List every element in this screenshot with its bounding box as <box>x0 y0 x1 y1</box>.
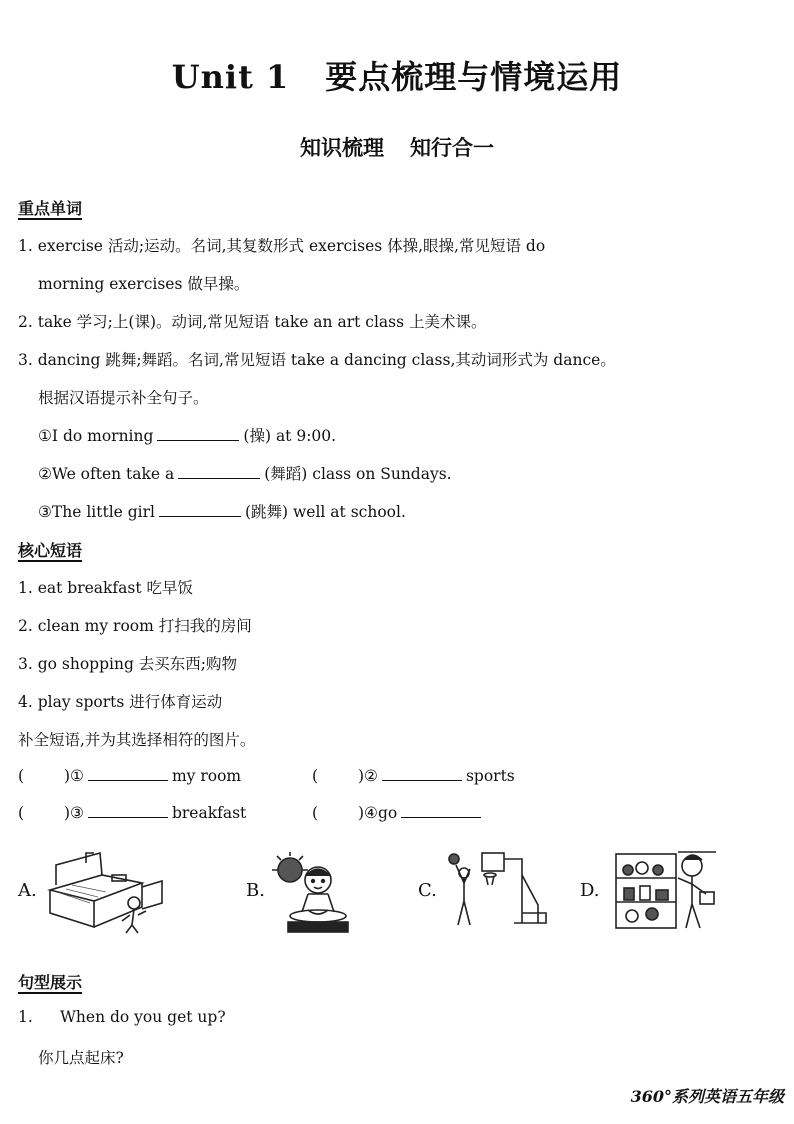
vocab-line: morning exercises 做早操。 <box>38 275 250 293</box>
bedroom-cleaning-picture <box>42 845 172 935</box>
answer-blank[interactable] <box>159 502 241 517</box>
exercise-sentence: ①I do morning (操) at 9:00. <box>38 427 337 445</box>
picture-label-d: D. <box>580 880 600 901</box>
picture-label-b: B. <box>246 880 265 901</box>
exercise-sentence: ③The little girl (跳舞) well at school. <box>38 503 406 521</box>
answer-blank[interactable] <box>88 803 168 818</box>
vocab-line: 1. exercise 活动;运动。名词,其复数形式 exercises 体操,眼操,常见短语 do <box>18 237 546 255</box>
page-title <box>0 52 794 98</box>
unit-label: Unit 1 <box>171 58 290 96</box>
sentence-chinese: 你几点起床? <box>38 1049 124 1067</box>
basketball-picture <box>442 845 552 935</box>
page-footer: 360°系列英语五年级 <box>630 1087 784 1106</box>
picture-label-c: C. <box>418 880 437 901</box>
subtitle-part2: 知行合一 <box>410 135 494 160</box>
phrase-item: 1. eat breakfast 吃早饭 <box>18 579 194 597</box>
subtitle-part1: 知识梳理 <box>300 135 384 160</box>
vocab-instruction: 根据汉语提示补全句子。 <box>38 389 209 407</box>
match-item: ( )③ breakfast <box>18 804 247 822</box>
phrases-heading: 核心短语 <box>18 541 83 560</box>
answer-blank[interactable] <box>157 426 239 441</box>
vocab-line: 2. take 学习;上(课)。动词,常见短语 take an art class 上美术课。 <box>18 313 487 331</box>
picture-label-a: A. <box>18 880 37 901</box>
phrase-item: 4. play sports 进行体育运动 <box>18 693 223 711</box>
phrase-instruction: 补全短语,并为其选择相符的图片。 <box>18 731 256 749</box>
breakfast-picture <box>268 852 358 934</box>
sentence-number: 1. <box>18 1008 33 1026</box>
sentences-heading: 句型展示 <box>18 973 83 992</box>
vocab-heading: 重点单词 <box>18 199 83 218</box>
vocab-line: 3. dancing 跳舞;舞蹈。名词,常见短语 take a dancing class,其动词形式为 dance。 <box>18 351 616 369</box>
sentence-english: When do you get up? <box>60 1008 226 1026</box>
phrase-item: 2. clean my room 打扫我的房间 <box>18 617 252 635</box>
answer-blank[interactable] <box>401 803 481 818</box>
section-subtitle <box>0 132 794 162</box>
match-item: ( )④go <box>312 803 485 822</box>
title-text: 要点梳理与情境运用 <box>325 58 623 96</box>
answer-blank[interactable] <box>178 464 260 479</box>
match-item: ( )① my room <box>18 767 242 785</box>
answer-blank[interactable] <box>382 766 462 781</box>
phrase-item: 3. go shopping 去买东西;购物 <box>18 655 238 673</box>
exercise-sentence: ②We often take a (舞蹈) class on Sundays. <box>38 465 452 483</box>
answer-blank[interactable] <box>88 766 168 781</box>
match-item: ( )② sports <box>312 767 515 785</box>
shopping-picture <box>612 848 718 932</box>
